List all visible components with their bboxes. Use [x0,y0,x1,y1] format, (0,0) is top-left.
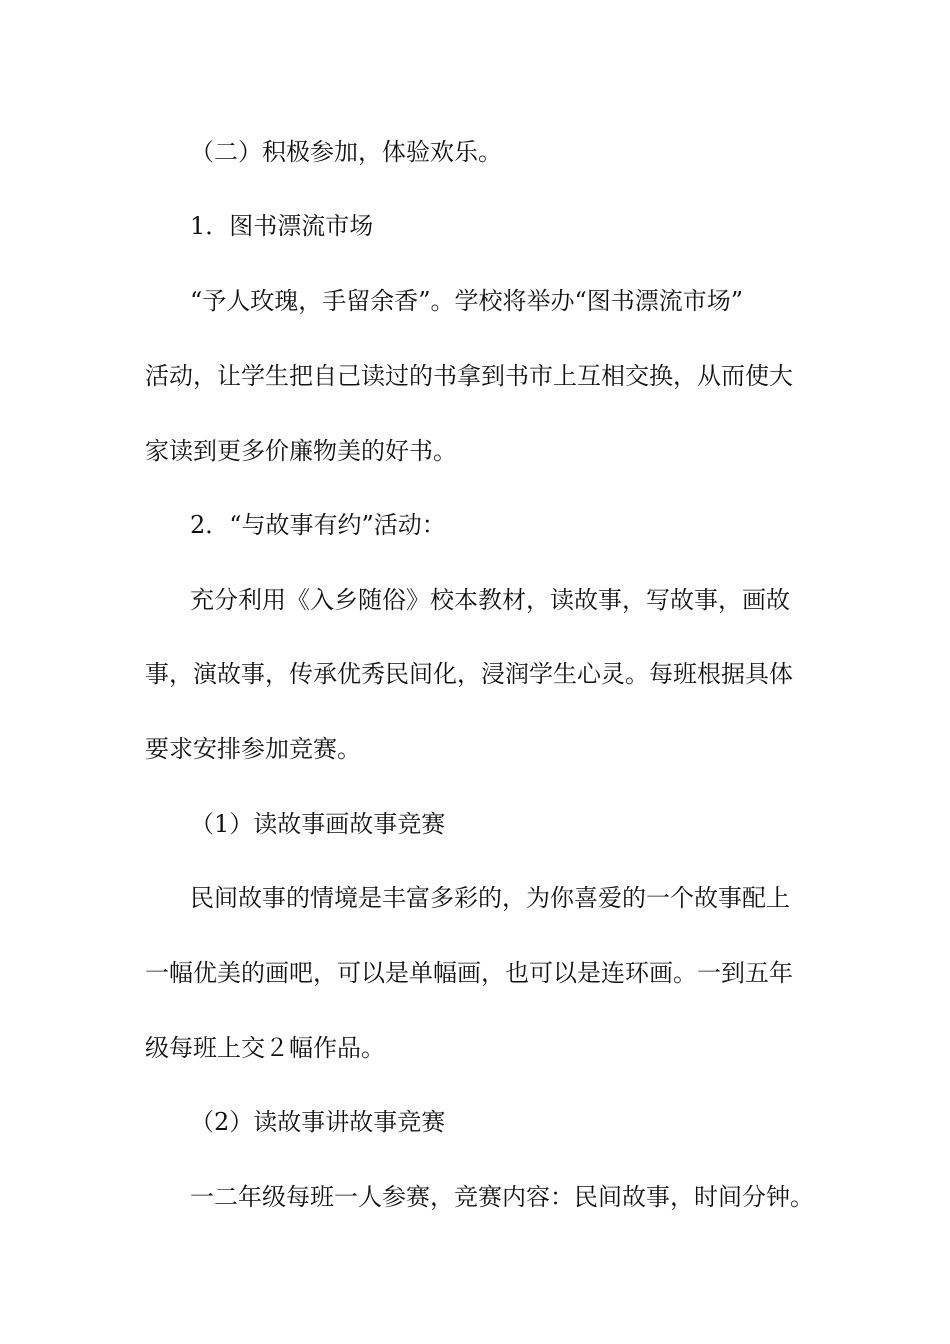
paragraph-line: 要求安排参加竞赛。 [145,735,361,763]
paragraph-line: 一二年级每班一人参赛，竞赛内容：民间故事，时间分钟。 [190,1183,814,1211]
subheading-book-drift-market: 1．图书漂流市场 [190,212,374,240]
paragraph-line: 一幅优美的画吧，可以是单幅画，也可以是连环画。一到五年 [145,959,793,987]
paragraph-line: 民间故事的情境是丰富多彩的，为你喜爱的一个故事配上 [190,884,790,912]
subheading-storytelling-contest: （2）读故事讲故事竞赛 [190,1108,446,1136]
section-heading: （二）积极参加，体验欢乐。 [190,138,502,166]
paragraph-line: 家读到更多价廉物美的好书。 [145,437,457,465]
paragraph-line: 级每班上交２幅作品。 [145,1034,385,1062]
subheading-story-activity: 2．“与故事有约”活动： [190,511,446,539]
paragraph-line: 活动，让学生把自己读过的书拿到书市上互相交换，从而使大 [145,362,793,390]
paragraph-line: “予人玫瑰，手留余香”。学校将举办“图书漂流市场” [190,287,744,315]
paragraph-line: 充分利用《入乡随俗》校本教材，读故事，写故事，画故 [190,586,790,614]
subheading-drawing-contest: （1）读故事画故事竞赛 [190,810,446,838]
paragraph-line: 事，演故事，传承优秀民间化，浸润学生心灵。每班根据具体 [145,660,793,688]
